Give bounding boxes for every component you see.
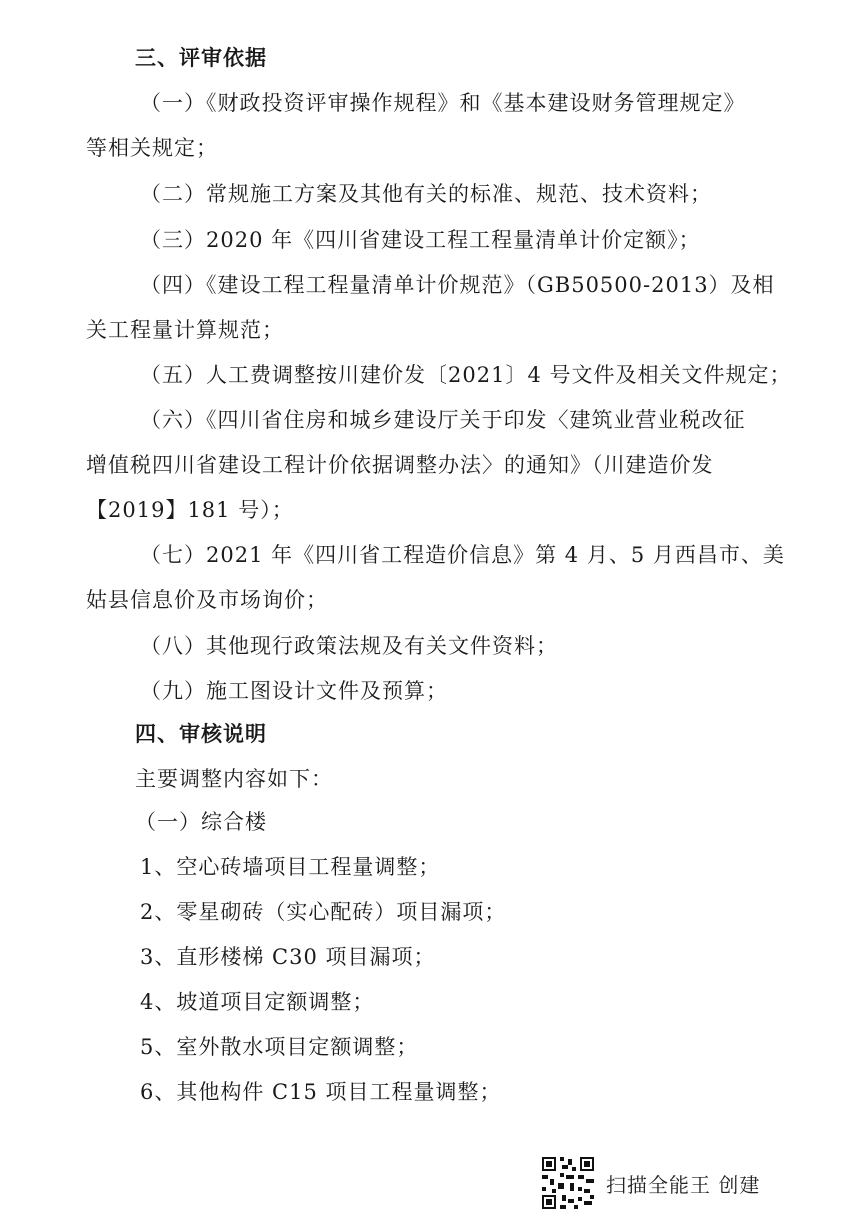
list-item: 6、其他构件 C15 项目工程量调整； xyxy=(140,1080,502,1104)
paragraph-line: （九）施工图设计文件及预算； xyxy=(140,679,448,703)
paragraph-line: （六）《四川省住房和城乡建设厅关于印发〈建筑业营业税改征 xyxy=(140,408,746,432)
paragraph-line: （八）其他现行政策法规及有关文件资料； xyxy=(140,634,558,658)
list-item: 2、零星砌砖（实心配砖）项目漏项； xyxy=(140,900,507,924)
paragraph-line: 姑县信息价及市场询价； xyxy=(86,588,328,612)
section-heading-review-basis: 三、评审依据 xyxy=(135,45,267,70)
scanner-watermark xyxy=(540,1155,760,1211)
paragraph-line: 增值税四川省建设工程计价依据调整办法〉的通知》（川建造价发 xyxy=(86,453,714,477)
paragraph-line: 等相关规定； xyxy=(86,136,218,160)
qr-code-icon xyxy=(540,1155,596,1211)
watermark-label: 扫描全能王 创建 xyxy=(606,1172,761,1197)
section-heading-review-notes: 四、审核说明 xyxy=(135,721,267,746)
list-item: 4、坡道项目定额调整； xyxy=(140,990,375,1014)
paragraph-line: （五）人工费调整按川建价发〔2021〕4 号文件及相关文件规定； xyxy=(140,363,792,387)
list-item: 1、空心砖墙项目工程量调整； xyxy=(140,855,441,879)
paragraph-line: （七）2021 年《四川省工程造价信息》第 4 月、5 月西昌市、美 xyxy=(140,543,785,567)
paragraph-line: （二）常规施工方案及其他有关的标准、规范、技术资料； xyxy=(140,182,712,206)
paragraph-line: （三）2020 年《四川省建设工程工程量清单计价定额》； xyxy=(140,228,701,252)
subsection-heading: （一）综合楼 xyxy=(135,810,267,834)
list-item: 3、直形楼梯 C30 项目漏项； xyxy=(140,945,436,969)
paragraph-line: 关工程量计算规范； xyxy=(86,318,284,342)
paragraph-line: （四）《建设工程工程量清单计价规范》（GB50500-2013）及相 xyxy=(140,273,775,297)
paragraph-line: （一）《财政投资评审操作规程》和《基本建设财务管理规定》 xyxy=(140,91,746,115)
paragraph-line: 【2019】181 号）； xyxy=(86,498,294,522)
list-item: 5、室外散水项目定额调整； xyxy=(140,1035,419,1059)
paragraph-line: 主要调整内容如下： xyxy=(135,767,333,791)
